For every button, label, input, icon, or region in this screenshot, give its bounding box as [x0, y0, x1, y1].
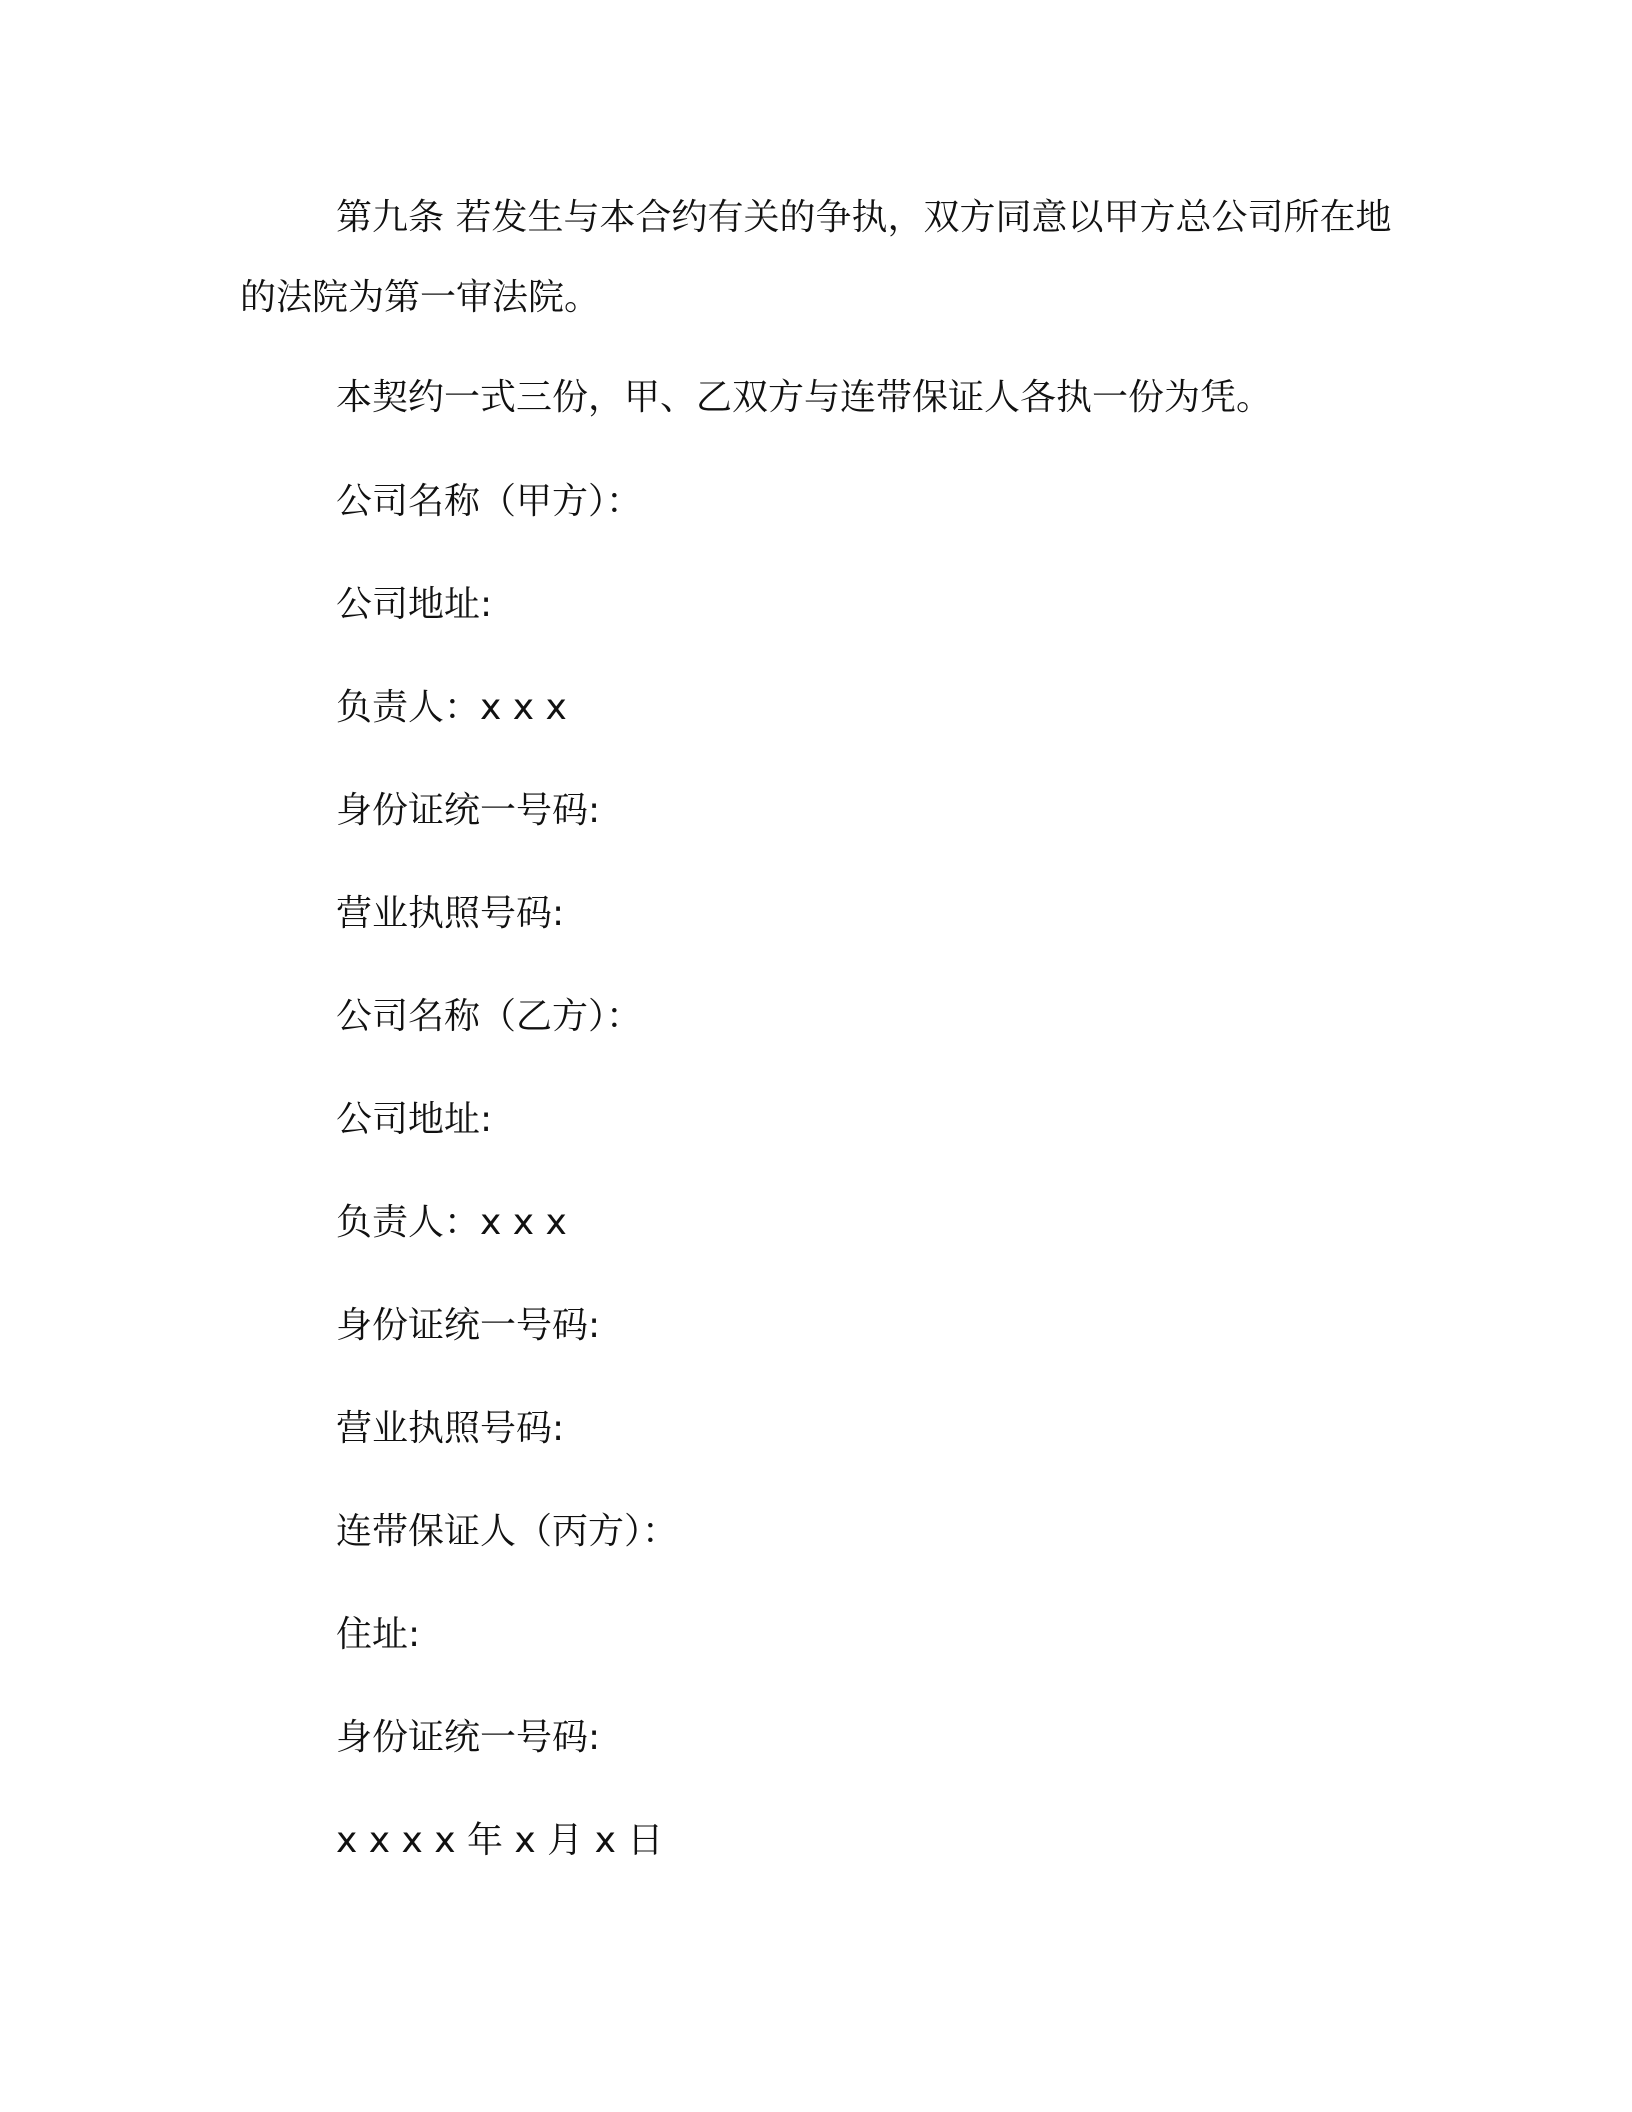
- party-a-id-label: 身份证统一号码:: [336, 790, 601, 831]
- article-9-paragraph: 第九条 若发生与本合约有关的争执，双方同意以甲方总公司所在地的法院为第一审法院。: [240, 197, 1392, 318]
- guarantor-name-label: 连带保证人（丙方）：: [336, 1511, 679, 1552]
- guarantor-address-label: 住址:: [336, 1614, 421, 1655]
- copies-paragraph: 本契约一式三份，甲、乙双方与连带保证人各执一份为凭。: [336, 377, 1273, 418]
- party-b-person-in-charge: 负责人：x x x: [336, 1202, 567, 1243]
- party-a-name-label: 公司名称（甲方）：: [336, 481, 643, 522]
- signing-date: x x x x 年 x 月 x 日: [336, 1820, 664, 1861]
- guarantor-id-label: 身份证统一号码:: [336, 1717, 601, 1758]
- party-a-address-label: 公司地址:: [336, 584, 493, 625]
- party-b-address-label: 公司地址:: [336, 1099, 493, 1140]
- party-a-person-in-charge: 负责人：x x x: [336, 687, 567, 728]
- party-b-license-label: 营业执照号码:: [336, 1408, 565, 1449]
- party-a-license-label: 营业执照号码:: [336, 893, 565, 934]
- party-b-name-label: 公司名称（乙方）：: [336, 996, 643, 1037]
- party-b-id-label: 身份证统一号码:: [336, 1305, 601, 1346]
